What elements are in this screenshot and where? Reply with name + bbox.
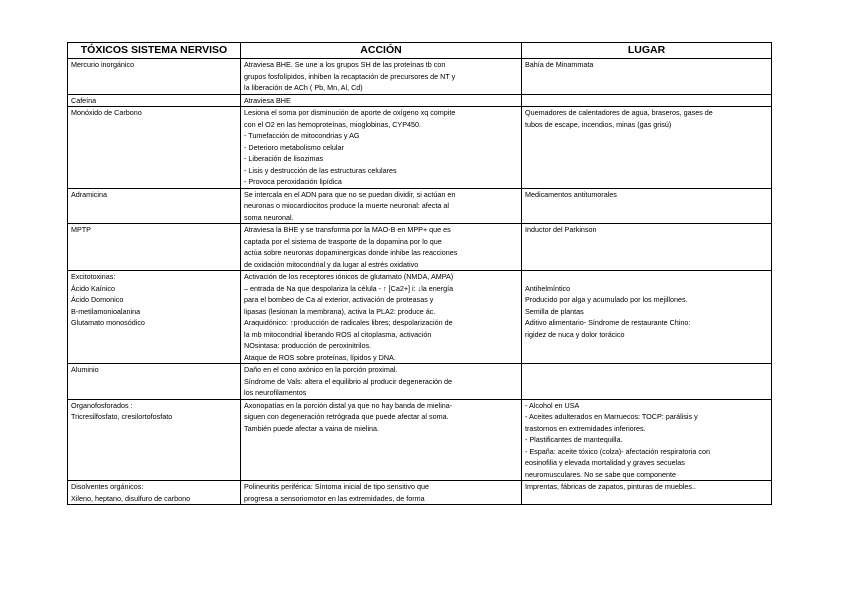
cell-line: - Deterioro metabolismo celular [244, 142, 344, 152]
cell-line: actúa sobre neuronas dopaminergicas donde inhibe las reacciones [244, 248, 458, 257]
header-toxic: TÓXICOS SISTEMA NERVISO [68, 43, 241, 59]
cell-line: con el O2 en las hemoproteínas, mioglobinas, CYP450. [244, 119, 421, 129]
cell-line: Tricresilfosfato, cresilortofosfato [71, 412, 173, 421]
cell-line: Daño en el cono axónico en la porción proximal. [244, 365, 398, 374]
cell-line: Atraviesa la BHE y se transforma por la MAO-B en MPP+ que es [244, 225, 451, 234]
cell-action [241, 59, 522, 95]
cell-line [525, 271, 768, 283]
cell-toxic [68, 481, 241, 505]
cell-line: Ácido Domonico [71, 295, 124, 304]
cell-line: tubos de escape, incendios, minas (gas grisú) [525, 119, 672, 129]
cell-line: soma neuronal. [244, 212, 294, 222]
cell-line: rigidez de nuca y dolor torácico [525, 329, 625, 339]
cell-toxic [68, 94, 241, 107]
header-place: LUGAR [522, 43, 772, 59]
table-row [68, 188, 772, 224]
cell-line: B-metilamonioalanina [71, 306, 141, 316]
cell-action [241, 271, 522, 364]
table-row [68, 271, 772, 364]
cell-line: de oxidación mitocondrial y da lugar al estrés oxidativo [244, 259, 419, 269]
cell-place [522, 271, 772, 364]
cell-place [522, 188, 772, 224]
cell-toxic [68, 224, 241, 271]
cell-action [241, 94, 522, 107]
cell-action [241, 364, 522, 400]
cell-toxic [68, 399, 241, 481]
cell-line: Semilla de plantas [525, 306, 584, 316]
cell-line: neuronas o miocardiocitos produce la muerte neuronal: afecta al [244, 201, 449, 210]
cell-line: Glutamato monosódico [71, 318, 145, 327]
cell-line: Axonopatías en la porción distal ya que no hay banda de mielina- [244, 400, 453, 410]
cell-line: - Liberación de lisozimas [244, 154, 324, 163]
cell-place [522, 94, 772, 107]
cell-line: - Lisis y destrucción de las estructuras celulares [244, 165, 397, 175]
cell-line: - Tumefacción de mitocondrias y AG [244, 131, 360, 140]
cell-toxic [68, 188, 241, 224]
cell-line: grupos fosfolípidos, inhiben la recaptación de precursores de NT y [244, 71, 456, 81]
table-row [68, 59, 772, 95]
cell-line: Aditivo alimentario- Síndrome de restaurante Chino: [525, 318, 691, 327]
cell-line: - Alcohol en USA [525, 400, 580, 410]
cell-line: Ataque de ROS sobre proteínas, lípidos y DNA. [244, 352, 396, 362]
cell-line: Mercurio inorgánico [71, 60, 135, 69]
cell-line: neuromusculares. No se sabe que componente [525, 469, 677, 479]
header-action: ACCIÓN [241, 43, 522, 59]
table-row [68, 224, 772, 271]
cell-line: siguen con degeneración retrógrada que puede afectar al soma. [244, 412, 449, 421]
cell-line: Cafeína [71, 95, 97, 105]
cell-action [241, 481, 522, 505]
cell-toxic [68, 59, 241, 95]
cell-line: Lesiona el soma por disminución de aporte de oxígeno xq compite [244, 108, 456, 117]
cell-line: Adramicina [71, 189, 107, 199]
cell-line: la mb mitocondrial liberando ROS al citoplasma, activación [244, 329, 432, 339]
cell-line: Producido por alga y acumulado por los mejillones. [525, 295, 688, 304]
cell-place [522, 224, 772, 271]
table-header-row [68, 43, 772, 59]
cell-line: Monóxido de Carbono [71, 108, 142, 117]
cell-line: - Provoca peroxidación lipídica [244, 177, 342, 186]
cell-line: Activación de los receptores iónicos de glutamato (NMDA, AMPA) [244, 272, 454, 281]
cell-line: - Plastificantes de mantequilla. [525, 435, 623, 444]
cell-action [241, 399, 522, 481]
cell-place [522, 399, 772, 481]
cell-line: Bahía de Minammata [525, 60, 594, 69]
cell-line: Antihelmíntico [525, 283, 571, 293]
cell-line: eosinofilia y elevada mortalidad y graves secuelas [525, 458, 685, 467]
cell-line: Inductor del Parkinson [525, 225, 597, 234]
cell-toxic [68, 271, 241, 364]
cell-line: Atraviesa BHE [244, 95, 291, 105]
toxics-table [67, 42, 772, 505]
cell-action [241, 188, 522, 224]
cell-line: Atraviesa BHE. Se une a los grupos SH de las proteínas tb con [244, 60, 446, 69]
cell-line: NOsintasa: producción de peroxinitrilos. [244, 341, 372, 350]
cell-place [522, 481, 772, 505]
cell-place [522, 364, 772, 400]
cell-line: para el bombeo de Ca al exterior, activación de proteasas y [244, 295, 434, 304]
cell-action [241, 107, 522, 189]
cell-line: Quemadores de calentadores de agua, braseros, gases de [525, 108, 713, 117]
cell-line: los neurofilamentos [244, 388, 307, 397]
table-row [68, 364, 772, 400]
cell-line: lipasas (lesionan la membrana), activa la PLA2: produce ác. [244, 306, 436, 316]
cell-line: Polineuritis periférica: Síntoma inicial de tipo sensitivo que [244, 482, 429, 491]
cell-place [522, 59, 772, 95]
cell-line: captada por el sistema de trasporte de la dopamina por lo que [244, 236, 442, 246]
cell-line: - Aceites adulterados en Marruecos: TOCP: parálisis y [525, 412, 698, 421]
cell-action [241, 224, 522, 271]
cell-line: Excitotoxinas: [71, 272, 116, 281]
cell-line: Disolventes orgánicos: [71, 482, 144, 491]
cell-line: Se intercala en el ADN para que no se puedan dividir, si actúan en [244, 189, 456, 199]
cell-line: Imprentas, fábricas de zapatos, pinturas de muebles.. [525, 482, 696, 491]
cell-place [522, 107, 772, 189]
cell-line: – entrada de Na que despolariza la célula - ↑ [Ca2+] i: ↓la energía [244, 283, 454, 293]
cell-line: Medicamentos antitumorales [525, 189, 617, 199]
cell-line: trastornos en extremidades inferiores. [525, 423, 646, 433]
cell-line: Xileno, heptano, disulfuro de carbono [71, 493, 191, 503]
cell-line: Organofosforados : [71, 400, 133, 410]
cell-toxic [68, 364, 241, 400]
cell-line: la liberación de ACh ( Pb, Mn, Al, Cd) [244, 83, 363, 92]
cell-line: Aluminio [71, 365, 99, 374]
cell-line: - España: aceite tóxico (colza)- afectación respiratoria con [525, 446, 710, 456]
cell-line: Araquidónico: ↑producción de radicales libres; despolarización de [244, 318, 453, 327]
cell-line: Síndrome de Vals: altera el equilibrio al producir degeneración de [244, 376, 453, 386]
table-row [68, 481, 772, 505]
cell-line: progresa a sensoriomotor en las extremidades, de forma [244, 493, 425, 503]
table-row [68, 94, 772, 107]
table-row [68, 399, 772, 481]
cell-line: Ácido Kaínico [71, 283, 115, 293]
cell-line: MPTP [71, 225, 91, 234]
cell-line: También puede afectar a vaina de mielina. [244, 423, 380, 433]
table-row [68, 107, 772, 189]
cell-toxic [68, 107, 241, 189]
